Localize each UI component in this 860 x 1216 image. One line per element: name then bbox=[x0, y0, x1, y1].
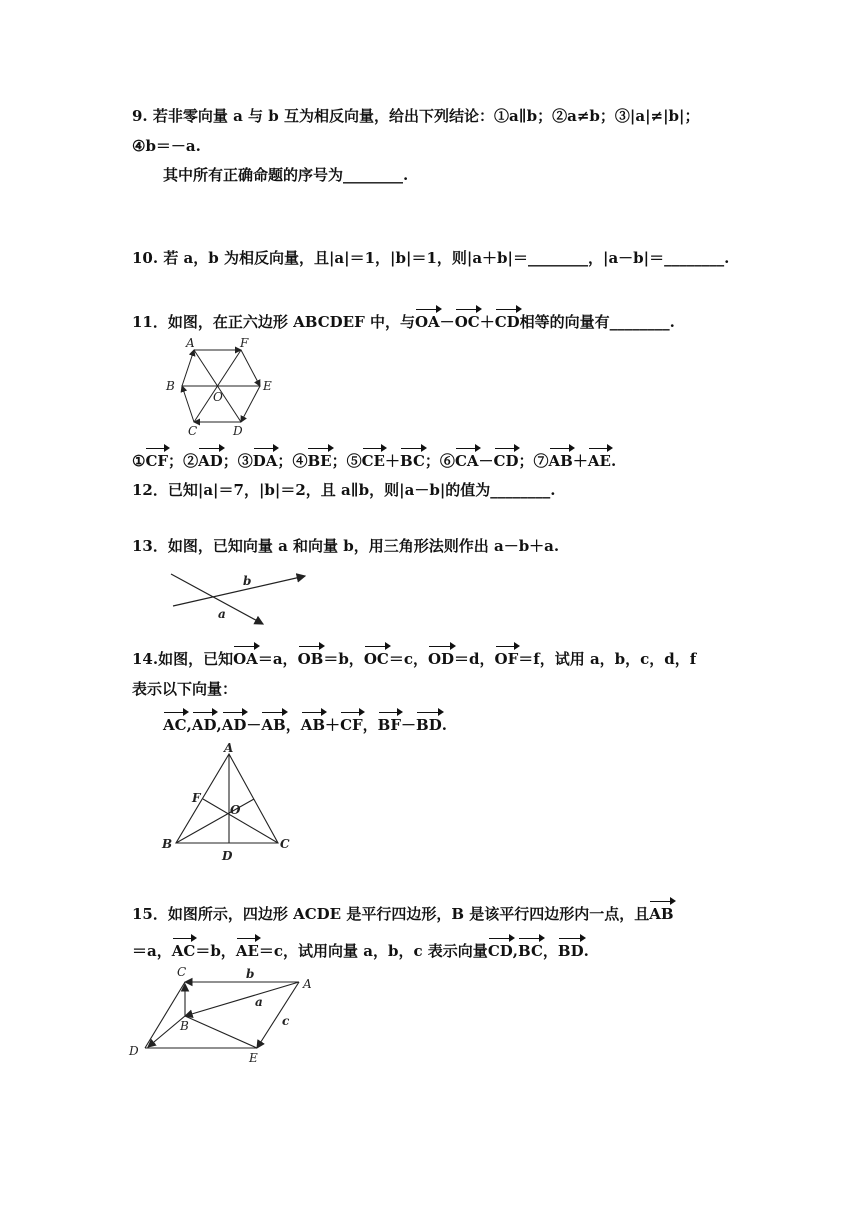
option-marker: ④ bbox=[292, 452, 308, 470]
label-vec-a: a bbox=[255, 995, 263, 1009]
vector-ce: CE bbox=[361, 452, 385, 470]
equation-text: ＝c， bbox=[388, 650, 428, 668]
option-marker: ③ bbox=[237, 452, 253, 470]
vector-oc: OC bbox=[454, 313, 480, 331]
separator: ； bbox=[518, 452, 534, 470]
label-c: C bbox=[177, 965, 187, 979]
label-f: F bbox=[192, 791, 201, 805]
operator: － bbox=[478, 452, 494, 470]
edge-fe bbox=[241, 350, 260, 386]
vector-bc: BC bbox=[518, 942, 543, 960]
q9-line2: ④b＝－a. bbox=[132, 137, 201, 155]
edge-ba bbox=[182, 350, 194, 386]
separator: ， bbox=[542, 942, 558, 960]
parallelogram-figure bbox=[125, 962, 325, 1067]
vector-bf: BF bbox=[377, 716, 401, 734]
separator: ， bbox=[285, 716, 301, 734]
label-b: B bbox=[166, 379, 175, 393]
label-o: O bbox=[213, 390, 223, 404]
vector-cd: CD bbox=[494, 313, 520, 331]
option-marker: ⑦ bbox=[533, 452, 549, 470]
q11-text-post: 相等的向量有________. bbox=[519, 313, 675, 331]
separator: ； bbox=[331, 452, 347, 470]
q14-line2: 表示以下向量： bbox=[132, 680, 238, 698]
vector-bc: BC bbox=[400, 452, 425, 470]
option-marker: ① bbox=[132, 452, 146, 470]
separator: ； bbox=[222, 452, 238, 470]
vector-od: OD bbox=[427, 650, 455, 668]
label-vec-b: b bbox=[246, 967, 255, 981]
operator: ＋ bbox=[479, 313, 495, 331]
vector-ca: CA bbox=[454, 452, 479, 470]
vector-oc: OC bbox=[363, 650, 389, 668]
label-c: C bbox=[280, 837, 290, 851]
label-e: E bbox=[249, 1051, 258, 1065]
equation-text: ＝c，试用向量 a，b，c 表示向量 bbox=[258, 942, 488, 960]
label-a: A bbox=[303, 977, 312, 991]
q9-line3: 其中所有正确命题的序号为________. bbox=[163, 166, 409, 184]
q14-text-pre: 14.如图，已知 bbox=[132, 650, 234, 668]
separator: , bbox=[512, 942, 518, 960]
vector-ac: AC bbox=[163, 716, 187, 734]
q15-text-pre: 15．如图所示，四边形 ACDE 是平行四边形，B 是该平行四边形内一点，且 bbox=[132, 905, 650, 923]
operator: ＋ bbox=[572, 452, 588, 470]
separator: , bbox=[186, 716, 192, 734]
label-a: a bbox=[218, 607, 226, 621]
label-vec-c: c bbox=[282, 1014, 290, 1028]
vector-ad: AD bbox=[198, 452, 223, 470]
vector-da: DA bbox=[252, 452, 278, 470]
vector-oa: OA bbox=[233, 650, 258, 668]
label-o: O bbox=[230, 803, 241, 817]
triangle-figure bbox=[160, 740, 295, 868]
vector-ab: AB bbox=[548, 452, 573, 470]
q13-line: 13．如图，已知向量 a 和向量 b，用三角形法则作出 a－b＋a. bbox=[132, 537, 560, 555]
edge-ae bbox=[257, 982, 299, 1048]
vector-oa: OA bbox=[414, 313, 440, 331]
equation-text: ＝a， bbox=[257, 650, 298, 668]
equation-text: ＝b， bbox=[323, 650, 364, 668]
line-be bbox=[185, 1016, 257, 1048]
operator: － bbox=[439, 313, 455, 331]
equation-text: ＝b， bbox=[195, 942, 236, 960]
equation-text: ＝d， bbox=[454, 650, 495, 668]
operator: － bbox=[246, 716, 262, 734]
q15-line2 bbox=[132, 940, 589, 962]
separator: ； bbox=[277, 452, 293, 470]
operator: － bbox=[401, 716, 417, 734]
vector-of: OF bbox=[494, 650, 519, 668]
label-d: D bbox=[233, 424, 243, 438]
equation-text: ＝f，试用 a，b，c，d，f bbox=[518, 650, 697, 668]
label-d: D bbox=[129, 1044, 139, 1058]
separator: ， bbox=[362, 716, 378, 734]
label-b: B bbox=[180, 1019, 189, 1033]
vector-b-arrow bbox=[173, 576, 305, 606]
label-f: F bbox=[240, 336, 249, 350]
separator: ； bbox=[424, 452, 440, 470]
label-c: C bbox=[188, 424, 198, 438]
equation-text: ＝a， bbox=[132, 942, 172, 960]
vector-ab-line bbox=[185, 982, 299, 1016]
vector-ad: AD bbox=[221, 716, 247, 734]
q11-text-pre: 11．如图，在正六边形 ABCDEF 中，与 bbox=[132, 313, 415, 331]
vector-cf: CF bbox=[340, 716, 363, 734]
edge-cb bbox=[182, 386, 194, 422]
vector-ad: AD bbox=[191, 716, 217, 734]
label-d: D bbox=[222, 849, 233, 863]
vector-ob: OB bbox=[297, 650, 324, 668]
q11-options bbox=[132, 450, 616, 472]
period: . bbox=[441, 716, 447, 734]
q14-line1 bbox=[132, 648, 696, 670]
label-a: A bbox=[224, 741, 234, 755]
vector-ae: AE bbox=[235, 942, 259, 960]
separator: ； bbox=[168, 452, 184, 470]
label-b: b bbox=[243, 574, 252, 588]
period: . bbox=[610, 452, 617, 470]
vector-ab: AB bbox=[649, 905, 674, 923]
vector-ac: AC bbox=[171, 942, 196, 960]
q13-vector-figure bbox=[165, 565, 315, 630]
q15-line1 bbox=[132, 903, 674, 925]
operator: ＋ bbox=[384, 452, 400, 470]
option-marker: ⑥ bbox=[439, 452, 455, 470]
vector-cd: CD bbox=[487, 942, 513, 960]
q12-line: 12．已知|a|＝7，|b|＝2，且 a∥b，则|a－b|的值为________. bbox=[132, 481, 556, 499]
q9-line1: 9. 若非零向量 a 与 b 互为相反向量，给出下列结论：①a∥b；②a≠b；③|a|≠|b|； bbox=[132, 107, 700, 125]
label-b: B bbox=[162, 837, 173, 851]
q11-line bbox=[132, 311, 675, 333]
vector-bd: BD bbox=[416, 716, 442, 734]
hexagon-figure bbox=[160, 335, 280, 440]
q10-line: 10. 若 a，b 为相反向量，且|a|＝1，|b|＝1，则|a＋b|＝________，|a－b|＝________. bbox=[132, 249, 730, 267]
vector-ab: AB bbox=[261, 716, 286, 734]
option-marker: ② bbox=[183, 452, 199, 470]
edge-cd bbox=[145, 982, 185, 1048]
vector-bd: BD bbox=[557, 942, 584, 960]
label-e: E bbox=[263, 379, 272, 393]
period: . bbox=[583, 942, 589, 960]
vector-ae: AE bbox=[587, 452, 611, 470]
vector-ab: AB bbox=[300, 716, 326, 734]
option-marker: ⑤ bbox=[346, 452, 362, 470]
vector-cd: CD bbox=[493, 452, 519, 470]
vector-be: BE bbox=[307, 452, 332, 470]
label-a: A bbox=[186, 336, 195, 350]
edge-ed bbox=[241, 386, 260, 422]
separator: , bbox=[216, 716, 222, 734]
q14-line3 bbox=[163, 714, 447, 736]
vector-cf: CF bbox=[145, 452, 169, 470]
operator: ＋ bbox=[325, 716, 341, 734]
